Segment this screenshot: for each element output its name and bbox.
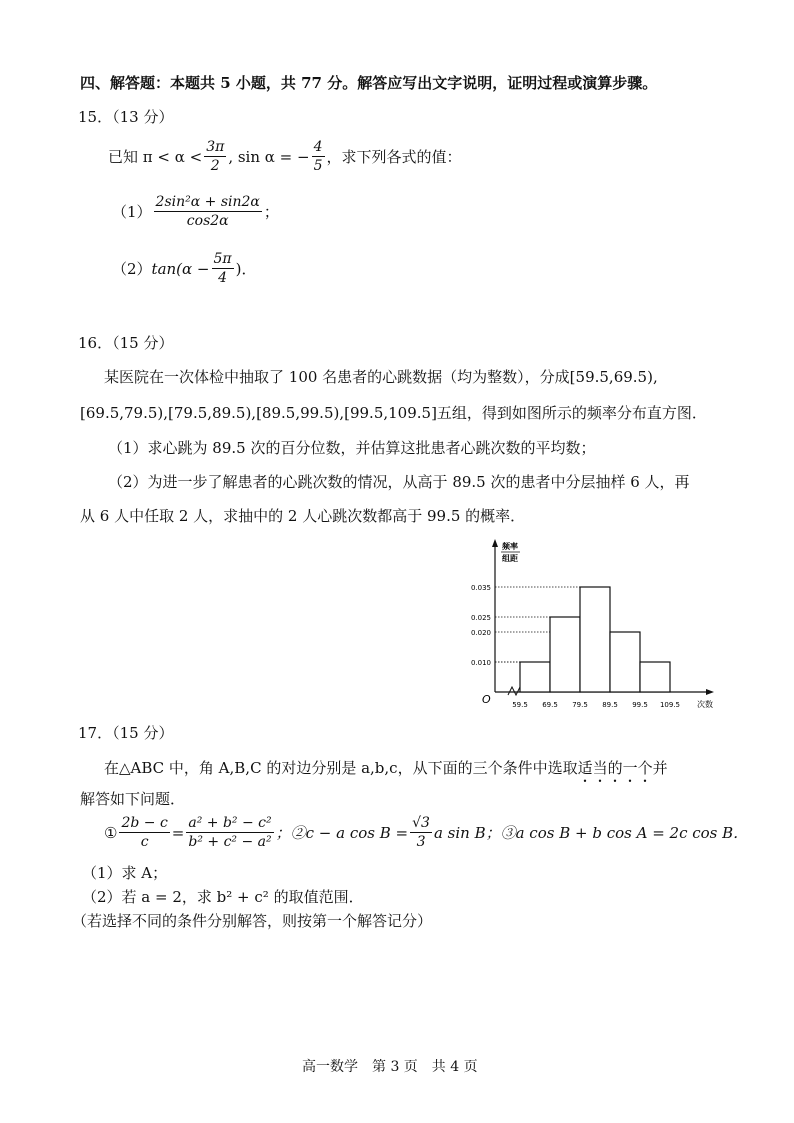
y-tick-label-2: 0.020 bbox=[470, 629, 491, 637]
q15-frac2-num: 4 bbox=[313, 139, 323, 155]
y-tick-label-0: 0.035 bbox=[470, 584, 491, 592]
q15-frac-3pi-2 bbox=[204, 138, 226, 175]
q17-part1: （1）求 A； bbox=[82, 864, 168, 882]
y-axis-arrow bbox=[492, 539, 498, 547]
histogram-bar-1 bbox=[550, 617, 580, 692]
q17-line1 bbox=[104, 757, 668, 786]
frequency-histogram bbox=[460, 535, 730, 715]
q15-frac2-den: 5 bbox=[313, 158, 323, 174]
q17-c1-label: ① bbox=[104, 823, 118, 842]
q15-part1-label: （1） bbox=[112, 203, 152, 221]
q15-part2-label: （2） bbox=[112, 260, 152, 278]
x-axis-arrow bbox=[706, 689, 714, 695]
q15-frac-4-5 bbox=[312, 138, 325, 175]
q17-line1-b: 并 bbox=[652, 759, 668, 777]
origin-label: O bbox=[482, 693, 491, 706]
histogram-bars bbox=[520, 587, 670, 692]
q15-part1-den: cos2α bbox=[186, 213, 229, 229]
histogram-bar-4 bbox=[640, 662, 670, 692]
q16-line3: （1）求心跳为 89.5 次的百分位数，并估算这批患者心跳次数的平均数； bbox=[108, 439, 596, 457]
q16-line1: 某医院在一次体检中抽取了 100 名患者的心跳数据（均为整数），分成[59.5,69.5), bbox=[104, 368, 658, 386]
q15-stem bbox=[108, 138, 462, 175]
x-tick-label-4: 99.5 bbox=[632, 701, 648, 709]
histogram-x-ticks bbox=[512, 701, 680, 709]
q17-c1-left-frac bbox=[119, 814, 169, 851]
section-header: 四、解答题：本题共 5 小题，共 77 分。解答应写出文字说明，证明过程或演算步骤。 bbox=[80, 74, 658, 92]
q17-part2: （2）若 a = 2，求 b² + c² 的取值范围． bbox=[82, 888, 364, 906]
histogram-bar-2 bbox=[580, 587, 610, 692]
y-label-top: 频率 bbox=[502, 542, 518, 551]
q17-note: （若选择不同的条件分别解答，则按第一个解答记分） bbox=[72, 912, 433, 930]
q15-stem-prefix: 已知 π < α < bbox=[108, 148, 203, 166]
histogram-bar-3 bbox=[610, 632, 640, 692]
q17-conditions bbox=[104, 814, 748, 851]
q17-c1-rden: b² + c² − a² bbox=[188, 834, 272, 850]
x-tick-label-0: 59.5 bbox=[512, 701, 528, 709]
q17-c2-num: √3 bbox=[412, 815, 430, 831]
q17-number: 17．（15 分） bbox=[78, 724, 174, 742]
q15-part2-den: 4 bbox=[218, 270, 228, 286]
q17-c2: ；②c − a cos B = bbox=[275, 824, 409, 842]
x-tick-label-3: 89.5 bbox=[602, 701, 618, 709]
q17-c1-lnum: 2b − c bbox=[121, 815, 168, 831]
q15-frac1-den: 2 bbox=[210, 158, 220, 174]
x-axis-label: 次数 bbox=[697, 700, 713, 709]
q15-part1-num: 2sin²α + sin2α bbox=[155, 194, 260, 210]
page-footer: 高一数学 第 3 页 共 4 页 bbox=[302, 1059, 478, 1075]
q17-c1-right-frac bbox=[186, 814, 273, 851]
q17-line1-dotted: 适当的一个 bbox=[577, 759, 653, 777]
q17-c2-frac bbox=[410, 814, 432, 851]
x-tick-label-2: 79.5 bbox=[572, 701, 588, 709]
y-tick-label-1: 0.025 bbox=[470, 614, 491, 622]
q17-c1-lden: c bbox=[140, 834, 149, 850]
x-tick-label-1: 69.5 bbox=[542, 701, 558, 709]
q15-frac1-num: 3π bbox=[206, 139, 225, 155]
y-tick-label-3: 0.010 bbox=[470, 659, 491, 667]
histogram-y-ticks bbox=[471, 584, 491, 667]
q15-part2-frac bbox=[212, 250, 234, 287]
q15-part2-suffix: )． bbox=[235, 260, 257, 278]
q15-stem-suffix: ，求下列各式的值： bbox=[326, 148, 462, 166]
q15-part1-end: ； bbox=[263, 203, 279, 221]
q16-line4: （2）为进一步了解患者的心跳次数的情况，从高于 89.5 次的患者中分层抽样 6 人，再 bbox=[108, 473, 690, 491]
q16-line5: 从 6 人中任取 2 人，求抽中的 2 人心跳次数都高于 99.5 的概率． bbox=[80, 507, 526, 525]
q15-part2 bbox=[112, 250, 256, 287]
q15-part2-prefix: tan(α − bbox=[151, 259, 210, 278]
x-tick-label-5: 109.5 bbox=[659, 701, 681, 709]
q17-line1-a: 在△ABC 中，角 A,B,C 的对边分别是 a,b,c，从下面的三个条件中选取 bbox=[104, 759, 578, 777]
q17-line2: 解答如下问题． bbox=[80, 790, 186, 808]
q15-part2-num: 5π bbox=[213, 251, 232, 267]
q17-c2-den: 3 bbox=[416, 834, 426, 850]
q17-c1-eq: = bbox=[171, 823, 185, 842]
q17-c2-end: a sin B；③a cos B + b cos A = 2c cos B． bbox=[433, 824, 749, 842]
q15-stem-mid: , sin α = − bbox=[228, 147, 310, 166]
q17-c1-rnum: a² + b² − c² bbox=[188, 815, 272, 831]
y-label-bottom: 组距 bbox=[502, 554, 518, 563]
q15-part1-expression bbox=[154, 193, 262, 230]
q15-number: 15．（13 分） bbox=[78, 108, 174, 126]
axis-break-mark bbox=[508, 687, 520, 695]
q16-line2: [69.5,79.5),[79.5,89.5),[89.5,99.5),[99.5,109.5]五组，得到如图所示的频率分布直方图． bbox=[80, 404, 707, 422]
q15-part1 bbox=[112, 193, 279, 230]
q16-number: 16．（15 分） bbox=[78, 334, 174, 352]
histogram-bar-0 bbox=[520, 662, 550, 692]
